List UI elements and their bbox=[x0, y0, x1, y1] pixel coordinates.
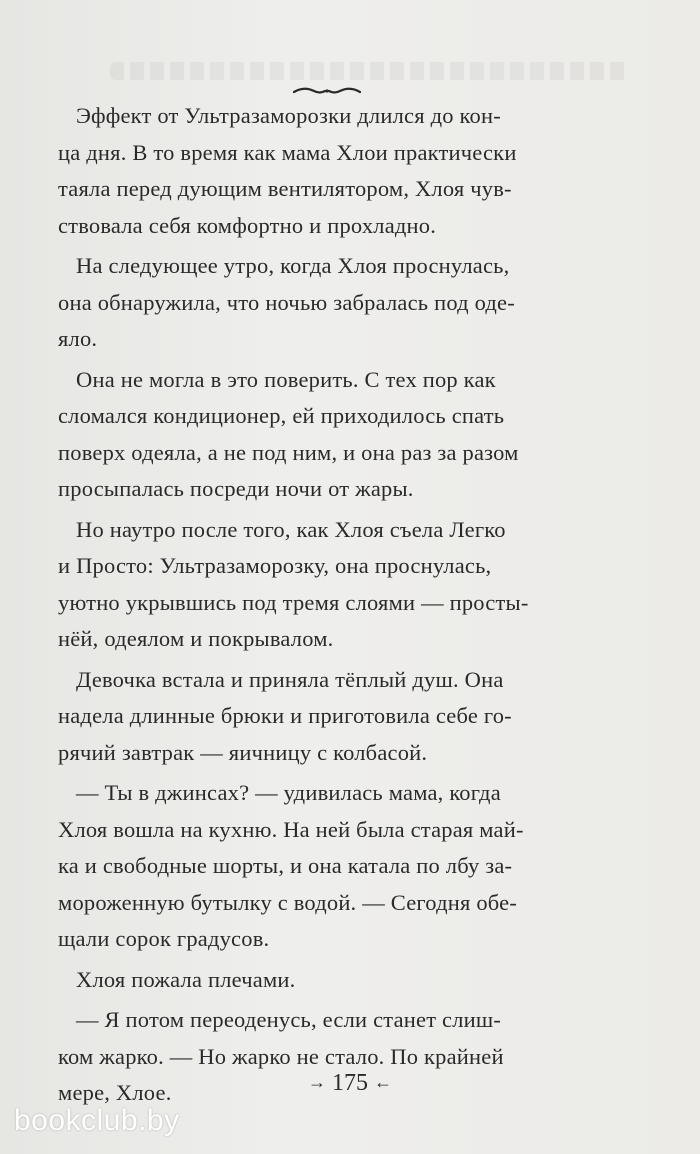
page-number-value: 175 bbox=[332, 1070, 368, 1096]
text-line: щали сорок градусов. bbox=[58, 926, 270, 951]
page-deco-left-icon: → bbox=[308, 1072, 326, 1092]
text-line: ка и свободные шорты, и она катала по лбу за- bbox=[58, 853, 513, 878]
text-line: Хлоя вошла на кухню. На ней была старая май- bbox=[58, 816, 524, 842]
text-line: она обнаружила, что ночью забралась под оде- bbox=[58, 289, 515, 315]
text-line: ствовала себя комфортно и прохладно. bbox=[58, 212, 437, 238]
text-line: надела длинные брюки и приготовила себе го- bbox=[58, 703, 512, 728]
paragraph bbox=[58, 248, 618, 358]
text-line: нёй, одеялом и покрывалом. bbox=[58, 626, 334, 651]
text-line: Она не могла в это поверить. С тех пор как bbox=[76, 366, 496, 392]
paragraph bbox=[58, 775, 618, 958]
page-deco-right-icon: ← bbox=[374, 1072, 392, 1092]
text-line: — Я потом переоденусь, если станет слиш- bbox=[76, 1007, 502, 1032]
text-line: мороженную бутылку с водой. — Сегодня обе- bbox=[58, 889, 518, 915]
page-body-text bbox=[58, 98, 618, 1112]
page-number bbox=[0, 1070, 700, 1097]
watermark: bookclub.by bbox=[14, 1104, 180, 1137]
text-line: просыпалась посреди ночи от жары. bbox=[58, 476, 414, 501]
text-line: ца дня. В то время как мама Хлои практически bbox=[58, 139, 517, 165]
paragraph bbox=[58, 512, 618, 658]
paragraph bbox=[70, 962, 618, 999]
text-line: мере, Хлое. bbox=[58, 1080, 172, 1105]
paragraph bbox=[58, 98, 618, 244]
show-through-text bbox=[110, 62, 630, 80]
text-line: уютно укрывшись под тремя слоями — просты- bbox=[58, 589, 529, 615]
text-line: Хлоя пожала плечами. bbox=[76, 966, 296, 992]
ornament-divider-icon bbox=[292, 84, 362, 98]
text-line: — Ты в джинсах? — удивилась мама, когда bbox=[76, 780, 501, 805]
text-line: ком жарко. — Но жарко не стало. По крайней bbox=[58, 1043, 504, 1069]
paragraph bbox=[58, 662, 618, 772]
text-line: таяла перед дующим вентилятором, Хлоя чув- bbox=[58, 176, 512, 201]
text-line: рячий завтрак — яичницу с колбасой. bbox=[58, 739, 428, 765]
text-line: сломался кондиционер, ей приходилось спать bbox=[58, 403, 505, 428]
text-line: Эффект от Ультразаморозки длился до кон- bbox=[76, 103, 501, 128]
text-line: Но наутро после того, как Хлоя съела Легко bbox=[76, 516, 506, 542]
paragraph bbox=[58, 362, 618, 508]
text-line: Девочка встала и приняла тёплый душ. Она bbox=[76, 666, 504, 692]
text-line: и Просто: Ультразаморозку, она проснулась, bbox=[58, 553, 492, 578]
text-line: На следующее утро, когда Хлоя проснулась, bbox=[76, 253, 510, 278]
text-line: яло. bbox=[58, 326, 98, 351]
text-line: поверх одеяла, а не под ним, и она раз за разом bbox=[58, 439, 519, 465]
